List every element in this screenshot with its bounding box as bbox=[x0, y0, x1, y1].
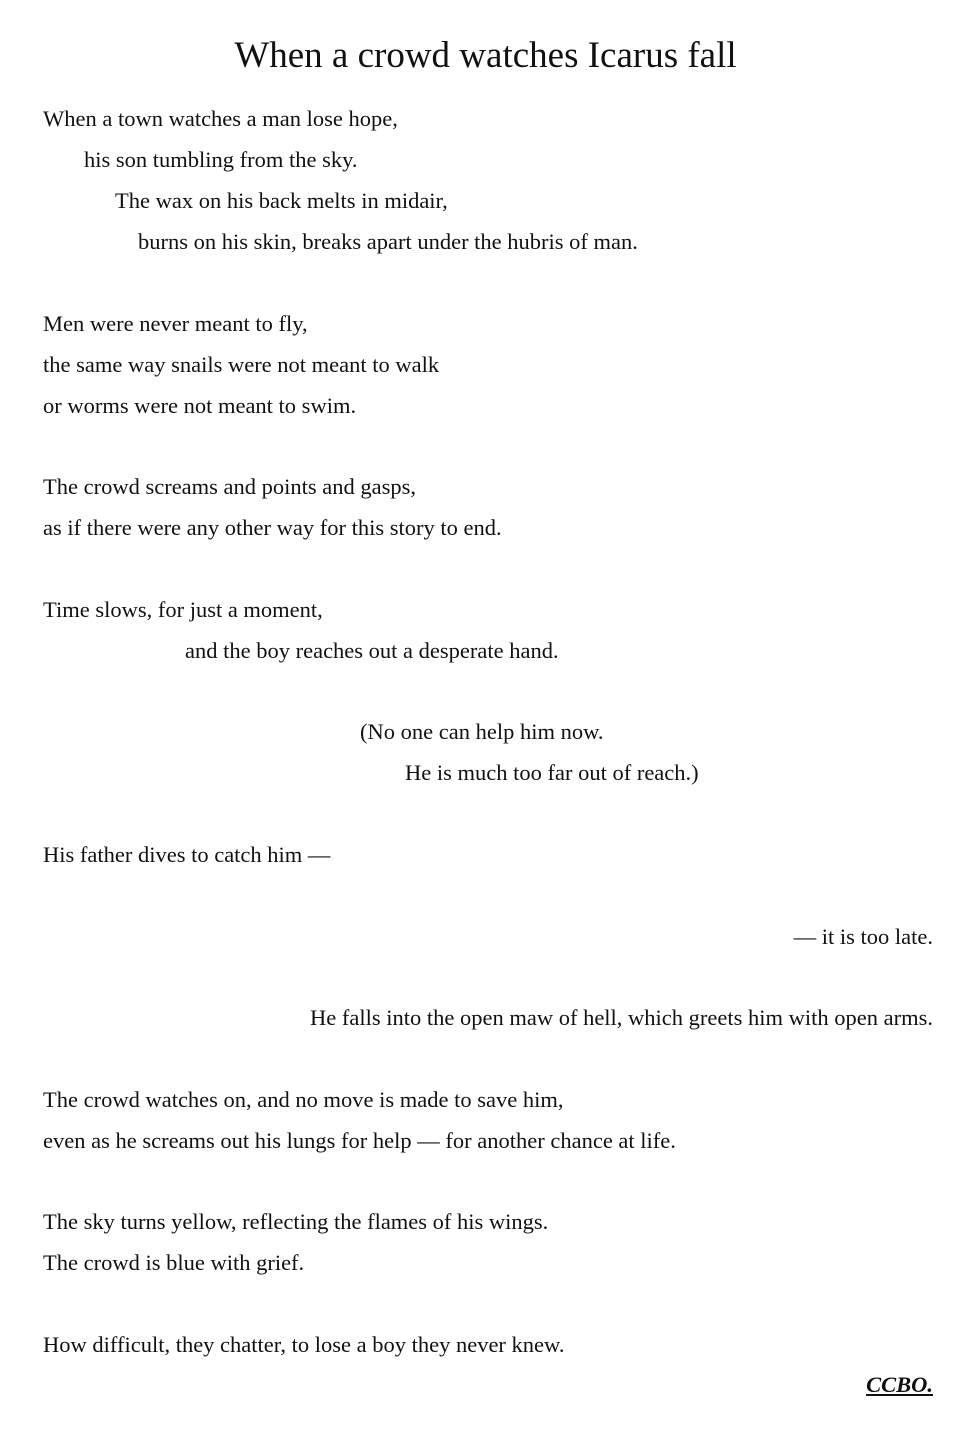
poem-line: The sky turns yellow, reflecting the flames of his wings. bbox=[43, 1209, 549, 1234]
poem-line: When a town watches a man lose hope, bbox=[43, 106, 398, 131]
poem-line: even as he screams out his lungs for help — for another chance at life. bbox=[43, 1128, 676, 1153]
poem-line: He falls into the open maw of hell, which greets him with open arms. bbox=[310, 1005, 933, 1030]
poem-line: The crowd screams and points and gasps, bbox=[43, 474, 417, 499]
poem-line: His father dives to catch him — bbox=[43, 842, 331, 867]
poem-line: How difficult, they chatter, to lose a boy they never knew. bbox=[43, 1332, 565, 1357]
poem-line: his son tumbling from the sky. bbox=[84, 147, 358, 172]
poem-line: The wax on his back melts in midair, bbox=[115, 188, 448, 213]
poem-line: and the boy reaches out a desperate hand. bbox=[185, 638, 559, 663]
poem-line: or worms were not meant to swim. bbox=[43, 393, 357, 418]
author-signature: CCBO. bbox=[866, 1372, 933, 1397]
poem-line: — it is too late. bbox=[793, 924, 933, 949]
poem-line: Men were never meant to fly, bbox=[43, 311, 308, 336]
poem-line: the same way snails were not meant to walk bbox=[43, 352, 440, 377]
poem-line: (No one can help him now. bbox=[360, 719, 604, 744]
poem-line: He is much too far out of reach.) bbox=[405, 760, 699, 785]
poem-line: The crowd is blue with grief. bbox=[43, 1250, 305, 1275]
poem-line: Time slows, for just a moment, bbox=[43, 597, 323, 622]
poem-line: as if there were any other way for this story to end. bbox=[43, 515, 502, 540]
poem-line: burns on his skin, breaks apart under the hubris of man. bbox=[138, 229, 638, 254]
poem-title: When a crowd watches Icarus fall bbox=[234, 35, 737, 76]
poem-line: The crowd watches on, and no move is made to save him, bbox=[43, 1087, 564, 1112]
